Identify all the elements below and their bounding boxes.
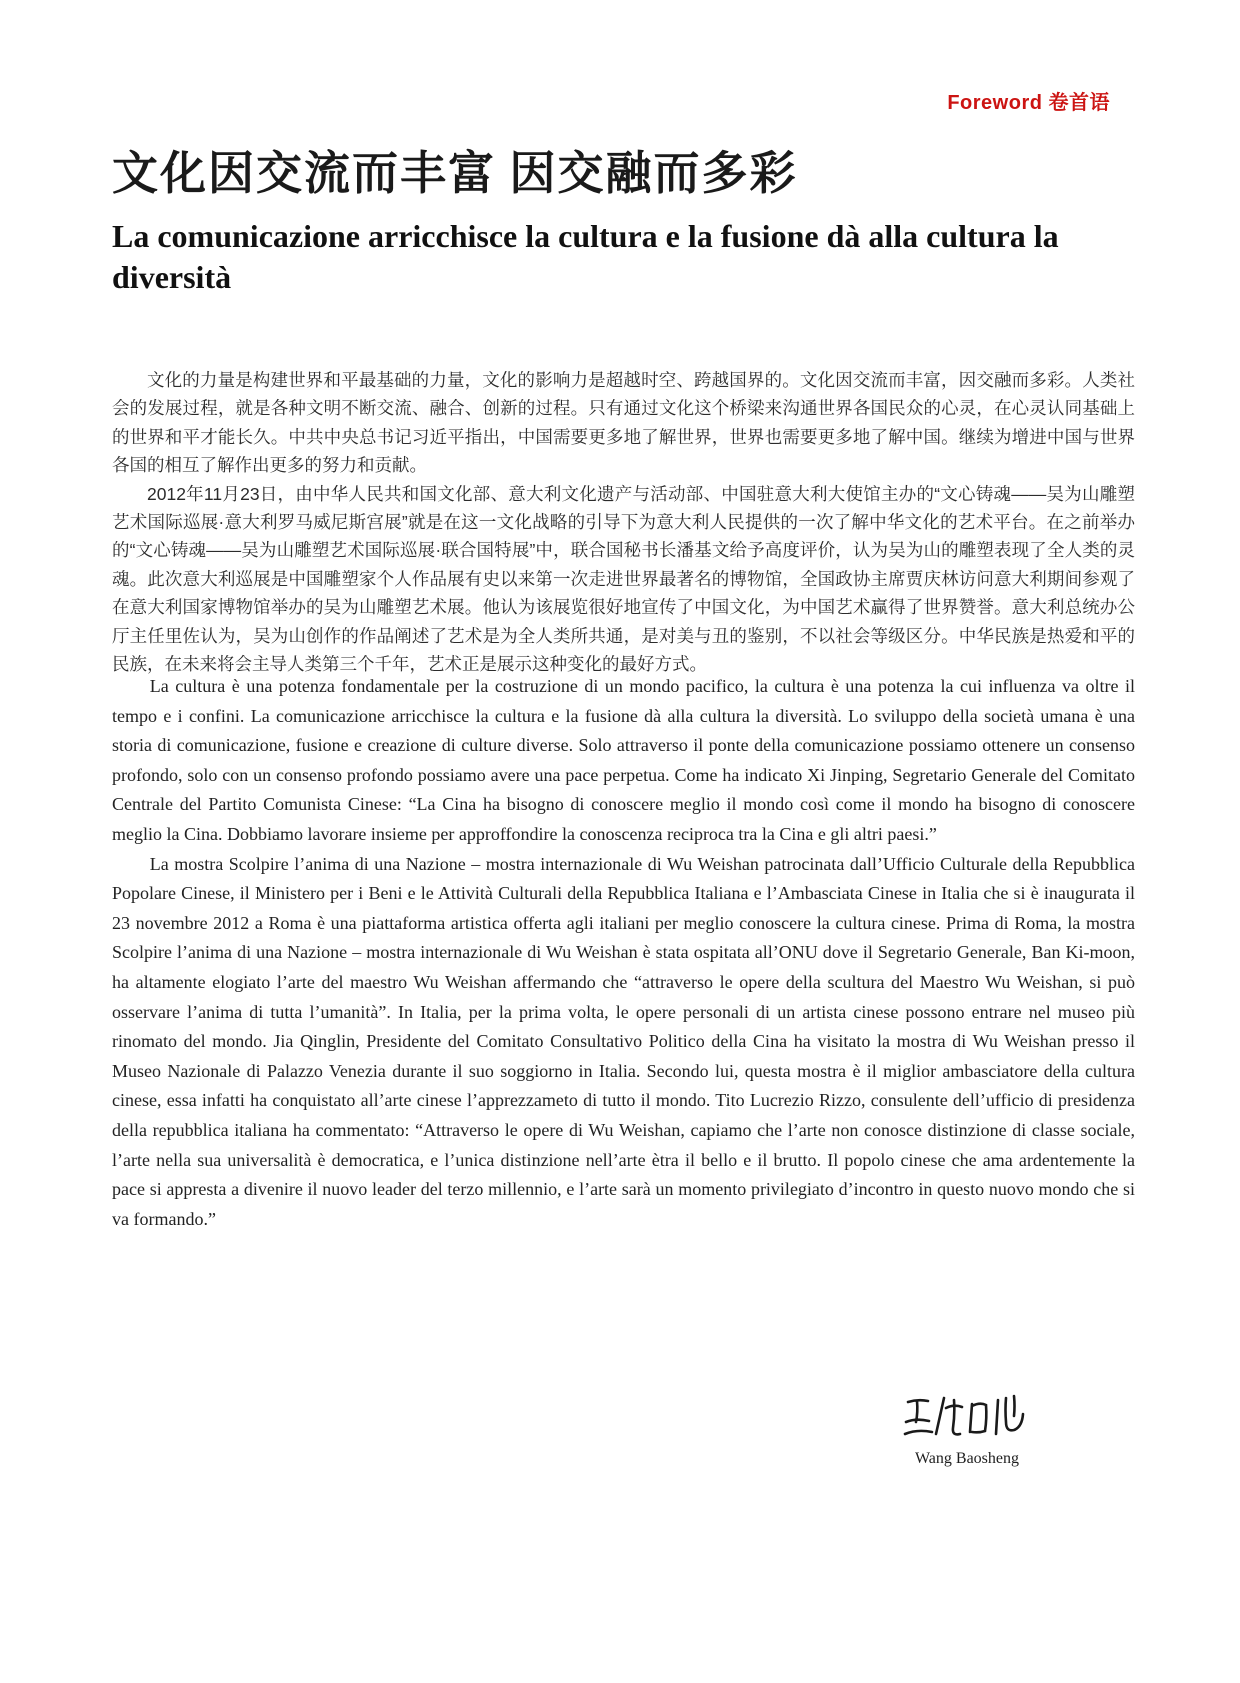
signature-block (882, 1388, 1052, 1468)
handwritten-signature-icon (902, 1388, 1032, 1446)
italian-paragraph-1: La cultura è una potenza fondamentale per la costruzione di un mondo pacifico, la cultura è una potenza la cui influenza va oltre il tempo e i confini. La comunicazione arricchisce la cultura e la fusione dà alla cultura la diversità. Lo sviluppo della società umana è una storia di comunicazione, fusione e creazione di culture diverse. Solo attraverso il ponte della comunicazione possiamo ottenere un consenso profondo, solo con un consenso profondo possiamo avere una pace perpetua. Come ha indicato Xi Jinping, Segretario Generale del Comitato Centrale del Partito Comunista Cinese: “La Cina ha bisogno di conoscere meglio il mondo così come il mondo ha bisogno di conoscere meglio la Cina. Dobbiamo lavorare insieme per approffondire la conoscenza reciproca tra la Cina e gli altri paesi.” (112, 676, 1135, 844)
page-title-chinese: 文化因交流而丰富 因交融而多彩 (112, 148, 798, 199)
chinese-body-text (112, 366, 1135, 678)
page-title-italian: La comunicazione arricchisce la cultura e la fusione dà alla cultura la diversità (112, 218, 1059, 295)
signature-name: Wang Baosheng (914, 1450, 1020, 1467)
chinese-paragraph-2: 2012年11月23日，由中华人民共和国文化部、意大利文化遗产与活动部、中国驻意大利大使馆主办的“文心铸魂——吴为山雕塑艺术国际巡展·意大利罗马威尼斯宫展”就是在这一文化战略的引导下为意大利人民提供的一次了解中华文化的艺术平台。在之前举办的“文心铸魂——吴为山雕塑艺术国际巡展·联合国特展”中，联合国秘书长潘基文给予高度评价，认为吴为山的雕塑表现了全人类的灵魂。此次意大利巡展是中国雕塑家个人作品展有史以来第一次走进世界最著名的博物馆，全国政协主席贾庆林访问意大利期间参观了在意大利国家博物馆举办的吴为山雕塑艺术展。他认为该展览很好地宣传了中国文化，为中国艺术赢得了世界赞誉。意大利总统办公厅主任里佐认为，吴为山创作的作品阐述了艺术是为全人类所共通，是对美与丑的鉴别，不以社会等级区分。中华民族是热爱和平的民族，在未来将会主导人类第三个千年，艺术正是展示这种变化的最好方式。 (112, 483, 1135, 675)
italian-body-text (112, 672, 1135, 1234)
chinese-paragraph-1: 文化的力量是构建世界和平最基础的力量，文化的影响力是超越时空、跨越国界的。文化因交流而丰富，因交融而多彩。人类社会的发展过程，就是各种文明不断交流、融合、创新的过程。只有通过文化这个桥梁来沟通世界各国民众的心灵，在心灵认同基础上的世界和平才能长久。中共中央总书记习近平指出，中国需要更多地了解世界，世界也需要更多地了解中国。继续为增进中国与世界各国的相互了解作出更多的努力和贡献。 (112, 370, 1135, 476)
italian-paragraph-2: La mostra Scolpire l’anima di una Nazione – mostra internazionale di Wu Weishan patrocinata dall’Ufficio Culturale della Repubblica Popolare Cinese, il Ministero per i Beni e le Attività Culturali della Repubblica Italiana e l’Ambasciata Cinese in Italia che si è inaugurata il 23 novembre 2012 a Roma è una piattaforma artistica offerta agli italiani per meglio conoscere la cultura cinese. Prima di Roma, la mostra Scolpire l’anima di una Nazione – mostra internazionale di Wu Weishan è stata ospitata all’ONU dove il Segretario Generale, Ban Ki-moon, ha altamente elogiato l’arte del maestro Wu Weishan affermando che “attraverso le opere della scultura del Maestro Wu Weishan, si può osservare l’anima di tutta l’umanità”. In Italia, per la prima volta, le opere personali di un artista cinese possono entrare nel museo più rinomato del mondo. Jia Qinglin, Presidente del Comitato Consultativo Politico della Cina ha visitato la mostra di Wu Weishan presso il Museo Nazionale di Palazzo Venezia durante il suo soggiorno in Italia. Secondo lui, questa mostra è il miglior ambasciatore della cultura cinese, essa infatti ha conquistato all’arte cinese l’apprezzameto di tutto il mondo. Tito Lucrezio Rizzo, consulente dell’ufficio di presidenza della repubblica italiana ha commentato: “Attraverso le opere di Wu Weishan, capiamo che l’arte non conosce distinzione di classe sociale, l’arte nella sua universalità è democratica, e l’unica distinzione nell’arte ètra il bello e il brutto. Il popolo cinese che ama ardentemente la pace si appresta a divenire il nuovo leader del terzo millennio, e l’arte sarà un momento privilegiato d’incontro in questo nuovo mondo che si va formando.” (112, 853, 1135, 1229)
foreword-section-label: Foreword 卷首语 (947, 92, 1110, 114)
